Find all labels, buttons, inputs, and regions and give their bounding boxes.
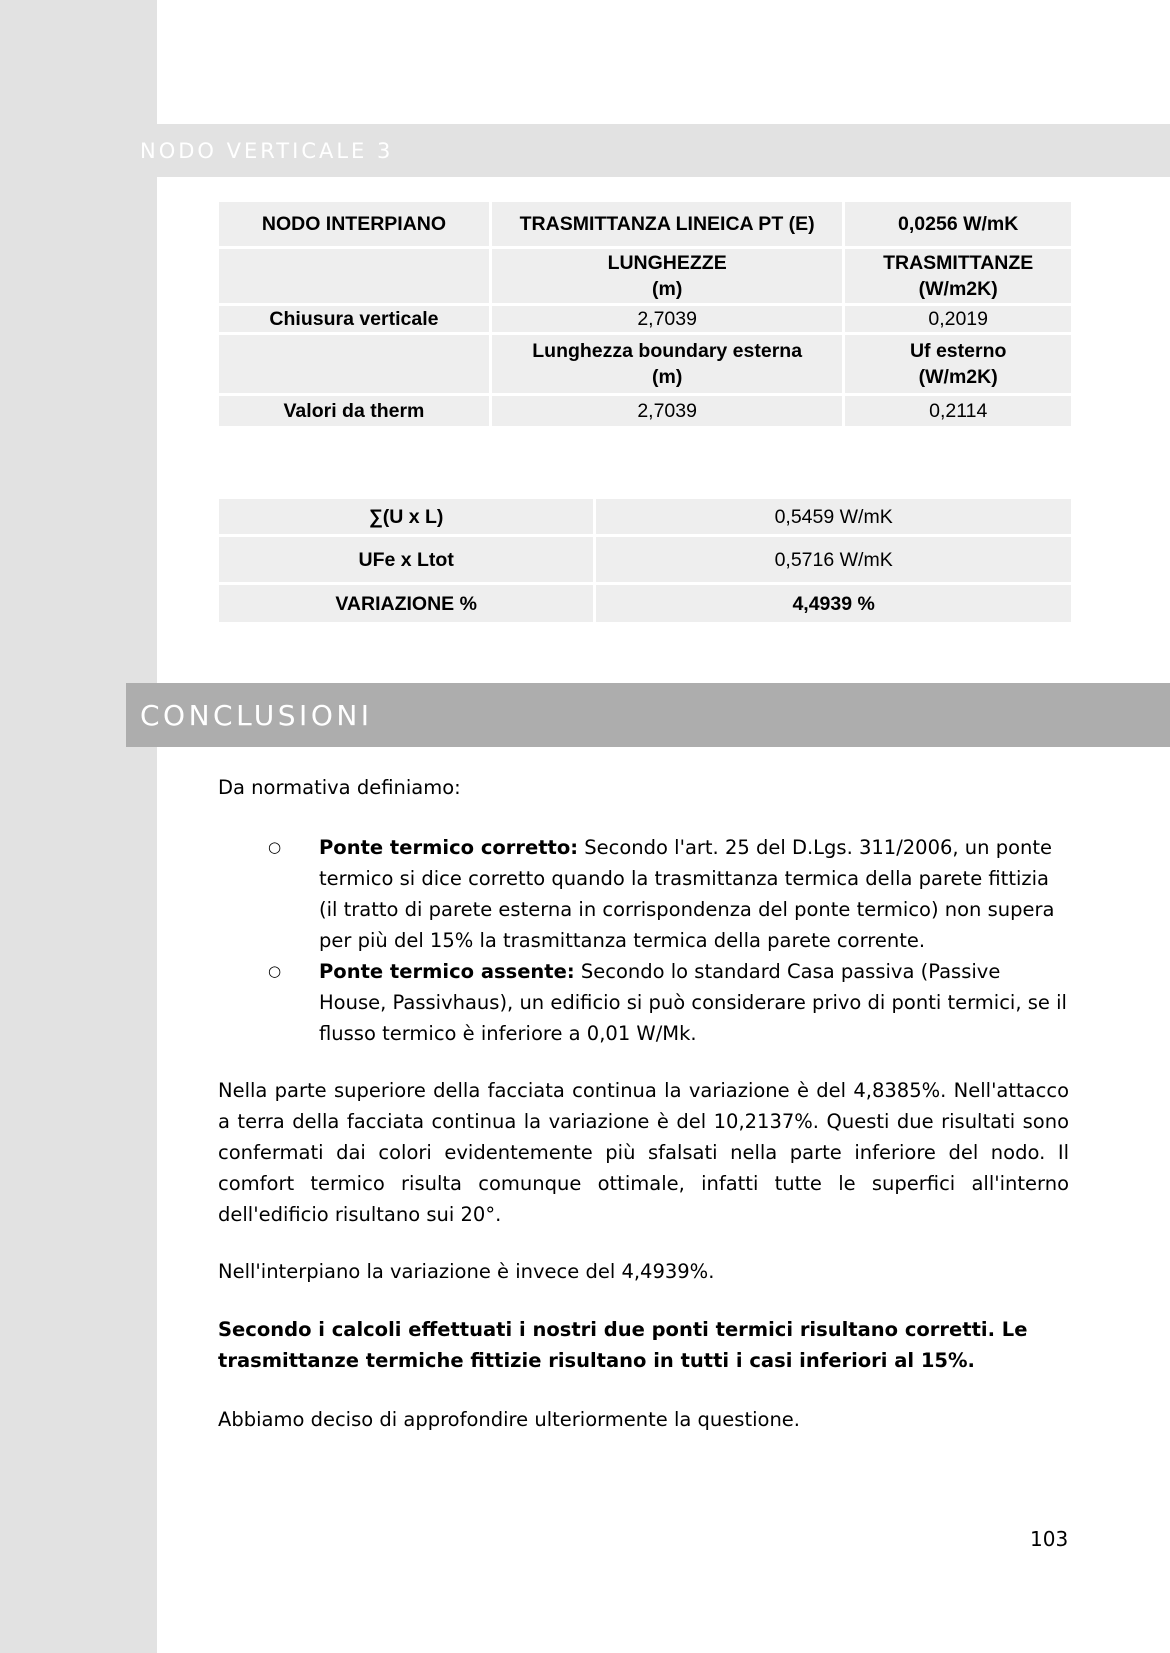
list-item [218,832,1069,956]
table-cell: TRASMITTANZA LINEICA PT (E) [492,202,842,246]
table-cell: VARIAZIONE % [219,585,593,622]
table-cell [845,335,1071,393]
table-cell: 2,7039 [492,396,842,426]
paragraph-conclusion: Secondo i calcoli effettuati i nostri due ponti termici risultano corretti. Le trasmittanze termiche fittizie risultano in tutti i casi inferiori al 15%. [218,1318,1028,1372]
table-row [219,537,1071,582]
left-margin-band [0,0,157,1653]
transmittance-table [216,199,1074,429]
definition-term: Ponte termico corretto: [319,836,579,859]
intro-text: Da normativa definiamo: [218,776,461,799]
table-cell: 0,0256 W/mK [845,202,1071,246]
variation-summary-table [216,496,1074,625]
table-cell [845,249,1071,303]
table-cell: 2,7039 [492,306,842,332]
table-cell: Valori da therm [219,396,489,426]
table-cell: UFe x Ltot [219,537,593,582]
table-row [219,585,1071,622]
section-header-conclusioni [126,683,1170,747]
table-cell [219,249,489,303]
cell-line: Lunghezza boundary esterna (m) [532,340,803,388]
table-cell: 0,5716 W/mK [596,537,1071,582]
definition-term: Ponte termico assente: [319,960,575,983]
table-cell [492,249,842,303]
page-number: 103 [1030,1527,1069,1551]
paragraph-interpiano: Nell'interpiano la variazione è invece del 4,4939%. [218,1260,715,1283]
paragraph-further: Abbiamo deciso di approfondire ulteriormente la questione. [218,1408,801,1431]
paragraph-variations: Nella parte superiore della facciata continua la variazione è del 4,8385%. Nell'attacco a terra della facciata continua la variazione è del 10,2137%. Questi due risultati sono confermati dai colori evidentemente più sfalsati nella parte inferiore del nodo. Il comfort termico risulta comunque ottimale, infatti tutte le superfici all'interno dell'edificio risultano sui 20°. [218,1079,1069,1226]
table-cell: 0,5459 W/mK [596,499,1071,534]
table-cell: 4,4939 % [596,585,1071,622]
bullet-circle-icon: ○ [268,838,282,856]
bullet-circle-icon: ○ [268,962,282,980]
section-header-nodo-verticale [0,124,1170,177]
table-cell: ∑(U x L) [219,499,593,534]
cell-line: LUNGHEZZE (m) [607,252,727,300]
table-row [219,499,1071,534]
definition-text: Secondo l'art. 25 del D.Lgs. 311/2006, un ponte termico si dice corretto quando la trasmittanza termica della parete fittizia (il tratto di parete esterna in corrispondenza del ponte termico) non supera per più del 15% la trasmittanza termica della parete corrente. [319,836,1055,952]
table-cell [492,335,842,393]
table-cell [219,335,489,393]
section-title: NODO VERTICALE 3 [140,138,394,163]
table-cell: Chiusura verticale [219,306,489,332]
table-cell: NODO INTERPIANO [219,202,489,246]
table-row [219,249,1071,303]
table-row [219,335,1071,393]
table-cell: 0,2019 [845,306,1071,332]
definition-list [218,832,1069,1049]
table-cell: 0,2114 [845,396,1071,426]
table-row [219,306,1071,332]
section-title: CONCLUSIONI [140,698,373,732]
cell-line: Uf esterno (W/m2K) [909,340,1007,388]
definition-text: Secondo lo standard Casa passiva (Passive House, Passivhaus), un edificio si può considerare privo di ponti termici, se il flusso termico è inferiore a 0,01 W/Mk. [319,960,1067,1045]
table-row [219,202,1071,246]
list-item [218,956,1069,1049]
cell-line: TRASMITTANZE (W/m2K) [883,252,1034,300]
table-row [219,396,1071,426]
